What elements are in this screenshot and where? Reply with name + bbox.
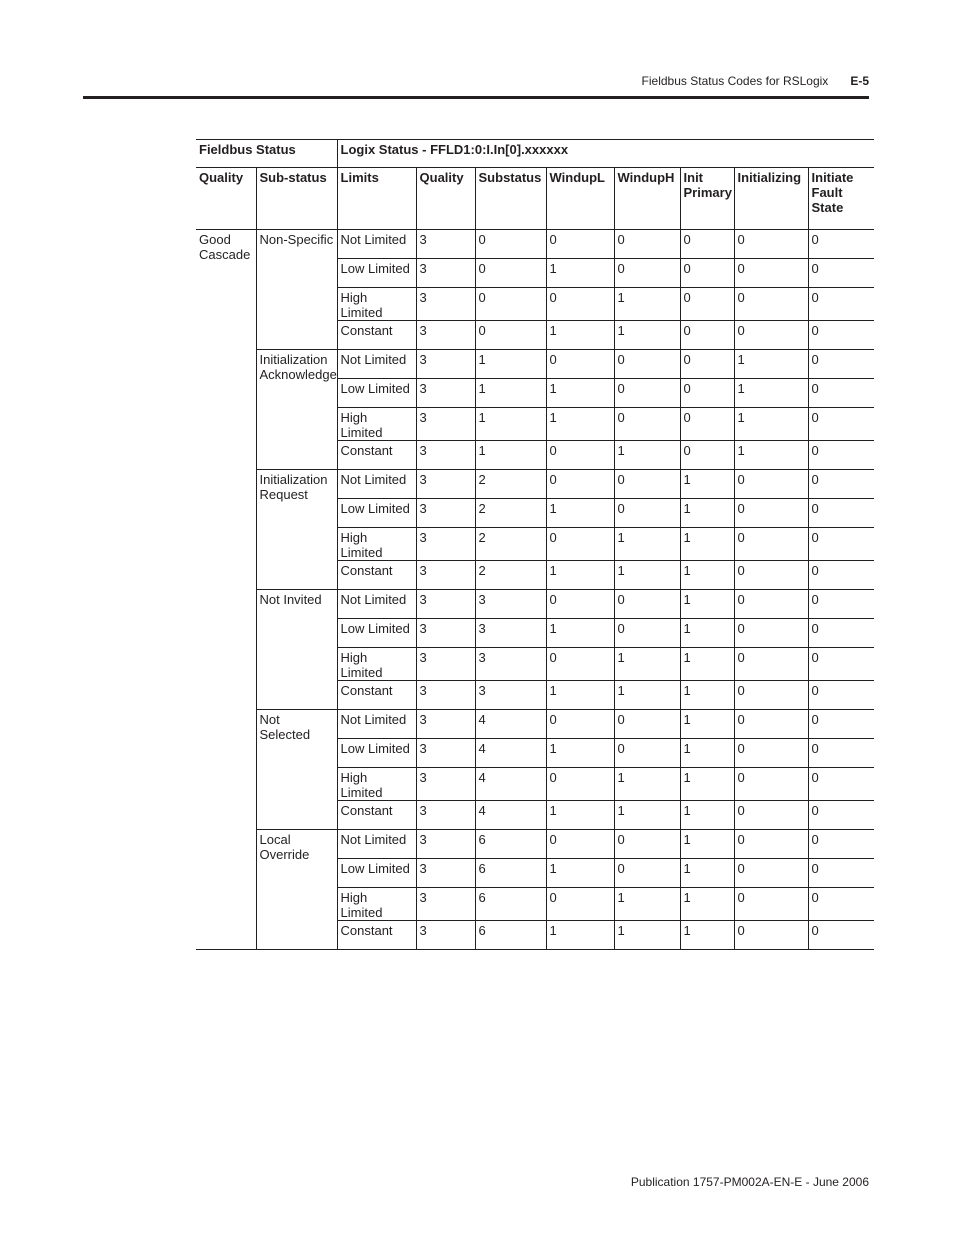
value-cell: 1	[475, 350, 546, 379]
value-cell: 0	[614, 739, 680, 768]
value-cell: 0	[808, 230, 874, 259]
limits-cell: High Limited	[337, 408, 416, 441]
value-cell: 3	[416, 528, 475, 561]
value-cell: 3	[416, 801, 475, 830]
value-cell: 1	[614, 921, 680, 950]
limits-cell: Low Limited	[337, 859, 416, 888]
limits-cell: Not Limited	[337, 470, 416, 499]
value-cell: 0	[546, 768, 614, 801]
value-cell: 1	[680, 528, 734, 561]
value-cell: 3	[416, 561, 475, 590]
table-row	[196, 590, 874, 619]
limits-cell: Constant	[337, 801, 416, 830]
value-cell: 3	[416, 288, 475, 321]
value-cell: 3	[475, 681, 546, 710]
value-cell: 1	[546, 619, 614, 648]
value-cell: 2	[475, 499, 546, 528]
value-cell: 0	[614, 619, 680, 648]
limits-cell: Constant	[337, 441, 416, 470]
limits-cell: High Limited	[337, 288, 416, 321]
fieldbus-status-header: Fieldbus Status	[196, 140, 337, 168]
value-cell: 0	[734, 888, 808, 921]
value-cell: 1	[546, 561, 614, 590]
value-cell: 0	[546, 470, 614, 499]
value-cell: 1	[680, 710, 734, 739]
value-cell: 1	[614, 288, 680, 321]
value-cell: 3	[416, 470, 475, 499]
column-header: Substatus	[475, 168, 546, 230]
value-cell: 0	[475, 230, 546, 259]
table-row	[196, 830, 874, 859]
value-cell: 0	[808, 259, 874, 288]
value-cell: 2	[475, 528, 546, 561]
limits-cell: Not Limited	[337, 710, 416, 739]
value-cell: 0	[734, 681, 808, 710]
value-cell: 0	[614, 408, 680, 441]
limits-cell: Not Limited	[337, 230, 416, 259]
column-header: Limits	[337, 168, 416, 230]
value-cell: 1	[614, 648, 680, 681]
table-row	[196, 710, 874, 739]
value-cell: 0	[808, 321, 874, 350]
value-cell: 0	[734, 921, 808, 950]
value-cell: 0	[734, 230, 808, 259]
value-cell: 0	[680, 321, 734, 350]
value-cell: 0	[808, 739, 874, 768]
limits-cell: Not Limited	[337, 350, 416, 379]
value-cell: 1	[680, 590, 734, 619]
value-cell: 1	[546, 739, 614, 768]
value-cell: 0	[475, 321, 546, 350]
value-cell: 0	[734, 528, 808, 561]
value-cell: 3	[416, 379, 475, 408]
value-cell: 3	[416, 350, 475, 379]
value-cell: 1	[734, 441, 808, 470]
column-header: Sub-status	[256, 168, 337, 230]
limits-cell: Constant	[337, 921, 416, 950]
value-cell: 1	[680, 681, 734, 710]
value-cell: 0	[734, 288, 808, 321]
value-cell: 3	[475, 590, 546, 619]
limits-cell: Not Limited	[337, 830, 416, 859]
value-cell: 1	[734, 350, 808, 379]
value-cell: 1	[475, 441, 546, 470]
value-cell: 1	[546, 681, 614, 710]
value-cell: 3	[416, 859, 475, 888]
value-cell: 0	[808, 379, 874, 408]
value-cell: 1	[546, 321, 614, 350]
column-header: Quality	[196, 168, 256, 230]
limits-cell: Low Limited	[337, 739, 416, 768]
value-cell: 1	[614, 321, 680, 350]
value-cell: 1	[680, 830, 734, 859]
value-cell: 6	[475, 921, 546, 950]
column-header: WindupH	[614, 168, 680, 230]
limits-cell: Low Limited	[337, 259, 416, 288]
value-cell: 0	[680, 350, 734, 379]
value-cell: 0	[546, 888, 614, 921]
value-cell: 0	[734, 321, 808, 350]
value-cell: 0	[734, 859, 808, 888]
value-cell: 1	[475, 379, 546, 408]
value-cell: 4	[475, 739, 546, 768]
value-cell: 0	[734, 801, 808, 830]
value-cell: 0	[734, 830, 808, 859]
value-cell: 3	[475, 619, 546, 648]
value-cell: 0	[734, 470, 808, 499]
column-header: Init Primary	[680, 168, 734, 230]
value-cell: 0	[546, 830, 614, 859]
table-row	[196, 350, 874, 379]
value-cell: 3	[416, 230, 475, 259]
value-cell: 3	[475, 648, 546, 681]
value-cell: 0	[614, 830, 680, 859]
value-cell: 1	[546, 379, 614, 408]
value-cell: 1	[546, 859, 614, 888]
value-cell: 3	[416, 648, 475, 681]
value-cell: 4	[475, 768, 546, 801]
value-cell: 0	[546, 528, 614, 561]
value-cell: 0	[808, 710, 874, 739]
value-cell: 0	[546, 230, 614, 259]
value-cell: 1	[614, 561, 680, 590]
limits-cell: Low Limited	[337, 619, 416, 648]
value-cell: 0	[808, 528, 874, 561]
value-cell: 2	[475, 561, 546, 590]
limits-cell: High Limited	[337, 888, 416, 921]
limits-cell: Low Limited	[337, 499, 416, 528]
value-cell: 0	[546, 350, 614, 379]
value-cell: 1	[680, 768, 734, 801]
value-cell: 1	[546, 259, 614, 288]
header-rule	[83, 96, 869, 99]
value-cell: 1	[680, 859, 734, 888]
value-cell: 1	[680, 499, 734, 528]
substatus-cell: Non-Specific	[256, 230, 337, 350]
table-body	[196, 230, 874, 950]
value-cell: 0	[614, 350, 680, 379]
column-header: Initiate Fault State	[808, 168, 874, 230]
value-cell: 0	[475, 259, 546, 288]
value-cell: 0	[475, 288, 546, 321]
value-cell: 1	[546, 801, 614, 830]
limits-cell: Constant	[337, 561, 416, 590]
column-header: WindupL	[546, 168, 614, 230]
value-cell: 0	[680, 408, 734, 441]
value-cell: 1	[734, 379, 808, 408]
value-cell: 0	[808, 921, 874, 950]
value-cell: 3	[416, 441, 475, 470]
value-cell: 0	[808, 561, 874, 590]
table-row	[196, 470, 874, 499]
value-cell: 0	[808, 288, 874, 321]
status-codes-table	[196, 139, 874, 950]
value-cell: 6	[475, 830, 546, 859]
quality-cell: Good Cascade	[196, 230, 256, 950]
value-cell: 0	[614, 470, 680, 499]
value-cell: 0	[734, 710, 808, 739]
value-cell: 0	[614, 590, 680, 619]
table-row	[196, 230, 874, 259]
limits-cell: Low Limited	[337, 379, 416, 408]
value-cell: 0	[808, 470, 874, 499]
value-cell: 1	[475, 408, 546, 441]
value-cell: 1	[614, 441, 680, 470]
limits-cell: High Limited	[337, 648, 416, 681]
substatus-cell: Not Selected	[256, 710, 337, 830]
value-cell: 0	[614, 230, 680, 259]
value-cell: 1	[680, 619, 734, 648]
value-cell: 3	[416, 830, 475, 859]
value-cell: 0	[546, 648, 614, 681]
value-cell: 1	[614, 801, 680, 830]
value-cell: 1	[680, 561, 734, 590]
value-cell: 0	[546, 441, 614, 470]
value-cell: 0	[808, 441, 874, 470]
limits-cell: High Limited	[337, 528, 416, 561]
substatus-cell: Initialization Request	[256, 470, 337, 590]
value-cell: 1	[680, 801, 734, 830]
value-cell: 0	[614, 859, 680, 888]
value-cell: 0	[614, 379, 680, 408]
value-cell: 1	[546, 921, 614, 950]
substatus-cell: Not Invited	[256, 590, 337, 710]
limits-cell: High Limited	[337, 768, 416, 801]
value-cell: 3	[416, 259, 475, 288]
column-header-row	[196, 168, 874, 230]
value-cell: 0	[614, 710, 680, 739]
value-cell: 0	[546, 288, 614, 321]
value-cell: 0	[808, 408, 874, 441]
value-cell: 0	[808, 350, 874, 379]
value-cell: 0	[808, 681, 874, 710]
page-footer: Publication 1757-PM002A-EN-E - June 2006	[630, 1175, 869, 1189]
value-cell: 3	[416, 321, 475, 350]
substatus-cell: Initialization Acknowledge	[256, 350, 337, 470]
value-cell: 0	[808, 768, 874, 801]
value-cell: 0	[734, 739, 808, 768]
value-cell: 0	[808, 590, 874, 619]
value-cell: 1	[546, 499, 614, 528]
value-cell: 0	[808, 859, 874, 888]
substatus-cell: Local Override	[256, 830, 337, 950]
value-cell: 0	[614, 259, 680, 288]
value-cell: 0	[680, 230, 734, 259]
value-cell: 0	[808, 830, 874, 859]
column-header: Initializing	[734, 168, 808, 230]
value-cell: 0	[734, 561, 808, 590]
value-cell: 0	[680, 441, 734, 470]
value-cell: 1	[680, 470, 734, 499]
value-cell: 3	[416, 619, 475, 648]
value-cell: 3	[416, 499, 475, 528]
value-cell: 3	[416, 681, 475, 710]
value-cell: 0	[734, 259, 808, 288]
page-header	[0, 73, 869, 89]
value-cell: 0	[808, 619, 874, 648]
value-cell: 0	[734, 590, 808, 619]
value-cell: 3	[416, 408, 475, 441]
value-cell: 0	[808, 801, 874, 830]
value-cell: 4	[475, 801, 546, 830]
limits-cell: Constant	[337, 321, 416, 350]
value-cell: 0	[734, 499, 808, 528]
value-cell: 3	[416, 888, 475, 921]
limits-cell: Not Limited	[337, 590, 416, 619]
value-cell: 0	[680, 379, 734, 408]
value-cell: 3	[416, 739, 475, 768]
value-cell: 1	[680, 648, 734, 681]
logix-status-header: Logix Status - FFLD1:0:I.In[0].xxxxxx	[337, 140, 874, 168]
value-cell: 4	[475, 710, 546, 739]
value-cell: 0	[614, 499, 680, 528]
value-cell: 1	[734, 408, 808, 441]
value-cell: 3	[416, 768, 475, 801]
value-cell: 6	[475, 888, 546, 921]
value-cell: 0	[734, 648, 808, 681]
value-cell: 3	[416, 710, 475, 739]
value-cell: 1	[546, 408, 614, 441]
section-number: E-5	[850, 74, 869, 88]
value-cell: 2	[475, 470, 546, 499]
value-cell: 3	[416, 921, 475, 950]
value-cell: 0	[680, 288, 734, 321]
value-cell: 1	[680, 888, 734, 921]
value-cell: 1	[680, 739, 734, 768]
value-cell: 0	[734, 768, 808, 801]
value-cell: 0	[546, 590, 614, 619]
limits-cell: Constant	[337, 681, 416, 710]
value-cell: 0	[808, 888, 874, 921]
header-title: Fieldbus Status Codes for RSLogix	[641, 74, 829, 88]
value-cell: 1	[614, 768, 680, 801]
value-cell: 1	[680, 921, 734, 950]
value-cell: 6	[475, 859, 546, 888]
value-cell: 3	[416, 590, 475, 619]
value-cell: 0	[808, 499, 874, 528]
value-cell: 0	[546, 710, 614, 739]
value-cell: 1	[614, 528, 680, 561]
value-cell: 0	[808, 648, 874, 681]
value-cell: 1	[614, 681, 680, 710]
value-cell: 0	[680, 259, 734, 288]
value-cell: 1	[614, 888, 680, 921]
column-header: Quality	[416, 168, 475, 230]
value-cell: 0	[734, 619, 808, 648]
